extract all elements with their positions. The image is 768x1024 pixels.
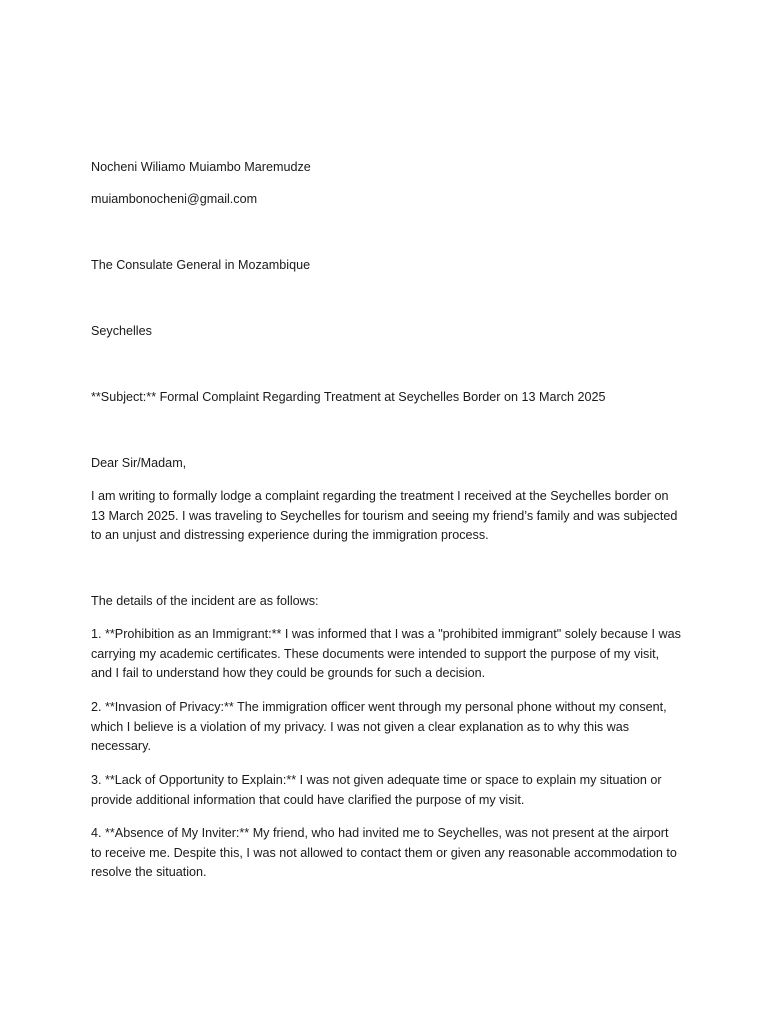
details-heading: The details of the incident are as follows:	[91, 594, 319, 608]
subject-line: **Subject:** Formal Complaint Regarding Treatment at Seychelles Border on 13 March 2025	[91, 390, 606, 404]
intro-paragraph: I am writing to formally lodge a complaint regarding the treatment I received at the Seychelles border on 13 March 2025. I was traveling to Seychelles for tourism and seeing my friend’s family and was subjected to an unjust and distressing experience during the immigration process.	[91, 489, 678, 543]
complaint-point-1: 1. **Prohibition as an Immigrant:** I was informed that I was a "prohibited immigrant" solely because I was carrying my academic certificates. These documents were intended to support the purpose of my visit, and I fail to understand how they could be grounds for such a decision.	[91, 627, 681, 681]
sender-name: Nocheni Wiliamo Muiambo Maremudze	[91, 160, 311, 174]
complaint-point-3: 3. **Lack of Opportunity to Explain:** I was not given adequate time or space to explain my situation or provide additional information that could have clarified the purpose of my visit.	[91, 773, 662, 807]
salutation: Dear Sir/Madam,	[91, 456, 187, 470]
recipient-country: Seychelles	[91, 324, 152, 338]
sender-email: muiambonocheni@gmail.com	[91, 192, 258, 206]
complaint-point-2: 2. **Invasion of Privacy:** The immigration officer went through my personal phone without my consent, which I believe is a violation of my privacy. I was not given a clear explanation as to why this was necessary.	[91, 700, 667, 754]
complaint-point-4: 4. **Absence of My Inviter:** My friend, who had invited me to Seychelles, was not present at the airport to receive me. Despite this, I was not allowed to contact them or given any reasonable accommodation to resolve the situation.	[91, 826, 677, 880]
recipient-line: The Consulate General in Mozambique	[91, 258, 311, 272]
